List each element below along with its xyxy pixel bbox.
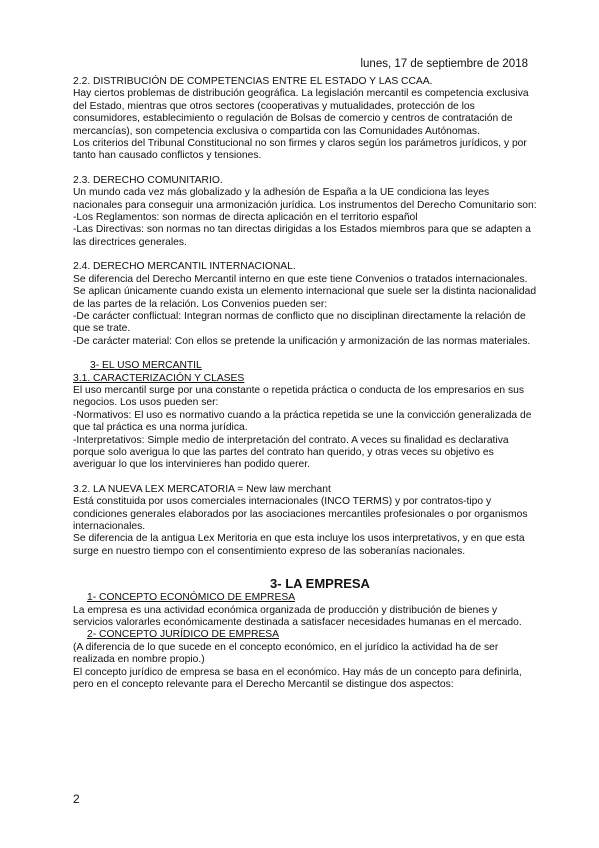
empresa-paragraph-2: (A diferencia de lo que sucede en el concepto económico, en el jurídico la actividad ha de ser realizada en nombre propio.) (73, 641, 499, 666)
empresa-paragraph-1: La empresa es una actividad económica organizada de producción y distribución de bienes y servicios valorarles económicamente destinada a satisfacer necesidades humanas en el mercado. (73, 604, 522, 629)
section-2-2-heading: 2.2. DISTRIBUCIÓN DE COMPETENCIAS ENTRE EL ESTADO Y LAS CCAA. (73, 76, 433, 87)
empresa-subheading-1: 1- CONCEPTO ECONÓMICO DE EMPRESA (87, 592, 296, 604)
page-number: 2 (73, 792, 80, 806)
section-2-3-paragraph-1: Un mundo cada vez más globalizado y la adhesión de España a la UE condiciona las leyes nacionales para conseguir una armonización jurídica. Los instrumentos del Derecho Comunitario son: (73, 187, 537, 211)
section-2-2-paragraph-1: Hay ciertos problemas de distribución geográfica. La legislación mercantil es competencia exclusiva del Estado, mientras que otros sectores (cooperativas y mutualidades, protección de los consumidores, establecimiento o regulación de Bolsas de comercio y centros de contratación de mercancías), son competencia exclusiva o compartida con las Comunidades Autónomas. (73, 88, 529, 137)
section-3-1-heading: 3.1. CARACTERIZACIÓN Y CLASES (73, 372, 245, 384)
spacer (73, 249, 539, 261)
section-2-4-heading: 2.4. DERECHO MERCANTIL INTERNACIONAL. (73, 261, 296, 273)
document-body (73, 76, 539, 691)
spacer (73, 163, 539, 175)
spacer (73, 472, 539, 484)
spacer (73, 348, 539, 360)
empresa-subheading-2: 2- CONCEPTO JURÍDICO DE EMPRESA (87, 629, 280, 641)
header-date: lunes, 17 de septiembre de 2018 (360, 58, 528, 70)
section-3-1-list-item-2: -Interpretativos: Simple medio de interpretación del contrato. A veces su finalidad es declarativa porque solo averigua lo que las partes del contrato han querido, y otras veces su objetivo es averiguar lo que los intervinieres han podido querer. (73, 434, 509, 471)
section-2-4-paragraph-1: Se diferencia del Derecho Mercantil interno en que este tiene Convenios o tratados internacionales. Se aplican únicamente cuando exista un elemento internacional que suele ser la distinta nacionalidad de las partes de la relación. Los Convenios pueden ser: (73, 273, 537, 310)
section-2-3-heading: 2.3. DERECHO COMUNITARIO. (73, 174, 223, 186)
section-3-1-list-item-1: -Normativos: El uso es normativo cuando a la práctica repetida se une la convicción generalizada de que tal práctica es una norma jurídica. (73, 409, 532, 434)
section-3-1-paragraph-1: El uso mercantil surge por una constante o repetida práctica o conducta de los empresarios en sus negocios. Los usos pueden ser: (73, 384, 525, 409)
section-3-2-paragraph-1: Está constituida por usos comerciales internacionales (INCO TERMS) y por contratos-tipo y condiciones generales elaborados por las asociaciones mercantiles profesionales o por organismos internacionales. (73, 496, 528, 532)
section-3-2-heading: 3.2. LA NUEVA LEX MERCATORIA = New law merchant (73, 483, 331, 495)
spacer (73, 558, 539, 570)
section-2-4-list-item-2: -De carácter material: Con ellos se pretende la unificación y armonización de las normas materiales. (73, 335, 531, 347)
section-3-heading: 3- EL USO MERCANTIL (90, 360, 202, 372)
section-2-4-list-item-1: -De carácter conflictual: Integran normas de conflicto que no disciplinan directamente la relación de que se trate. (73, 310, 526, 335)
empresa-paragraph-3: El concepto jurídico de empresa se basa en el económico. Hay más de un concepto para definirla, pero en el concepto relevante para el Derecho Mercantil se distingue dos aspectos: (73, 666, 522, 691)
section-3-2-paragraph-2: Se diferencia de la antigua Lex Meritoria en que esta incluye los usos interpretativos, y en que esta surge en nuestro tiempo con el consentimiento expreso de las soberanías nacionales. (73, 533, 525, 557)
section-2-3-list-item-1: -Los Reglamentos: son normas de directa aplicación en el territorio español (73, 212, 418, 224)
section-2-3-list-item-2: -Las Directivas: son normas no tan directas dirigidas a los Estados miembros para que se adapten a las directrices generales. (73, 224, 531, 248)
chapter-title: 3- LA EMPRESA (270, 576, 370, 592)
section-2-2-paragraph-2: Los criterios del Tribunal Constitucional no son firmes y claros según los parámetros jurídicos, y por tanto han causado conflictos y tensiones. (73, 138, 527, 162)
